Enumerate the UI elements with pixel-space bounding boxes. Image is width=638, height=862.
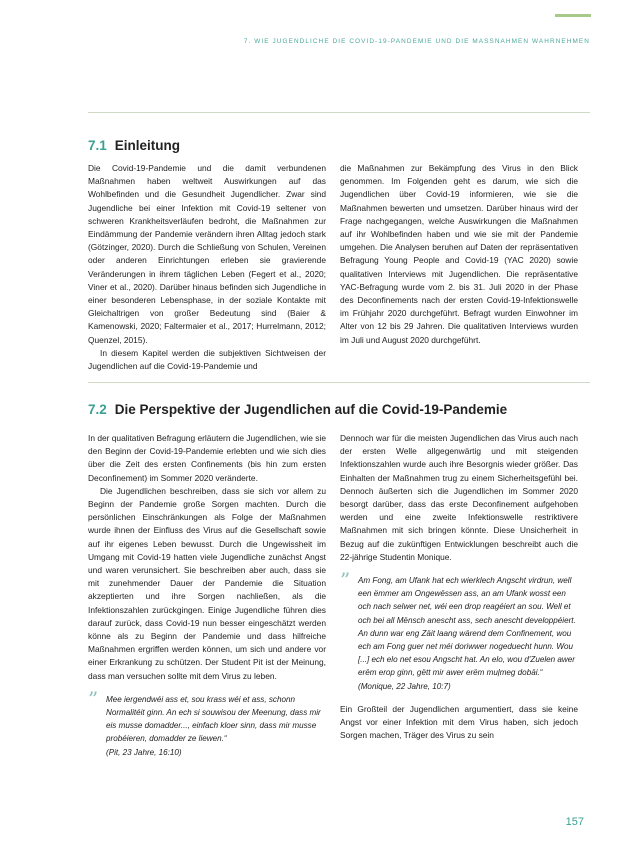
- section-7-2-left-column: [88, 432, 326, 759]
- quote-text: Mee iergendwéi ass et, sou krass wéi et ass, schonn Normalitéit ginn. An ech si souwisou der Meenung, dass mir eis musse domadder..., einfach kloer sinn, dass mir musse probéieren, domadder ze liewen.“: [106, 694, 321, 744]
- section-7-1-right-column: [340, 162, 578, 347]
- interview-quote: [88, 686, 326, 759]
- section-divider: [88, 382, 590, 383]
- section-number: 7.1: [88, 138, 107, 153]
- quote-attribution: (Pit, 23 Jahre, 16:10): [106, 747, 182, 757]
- quote-mark-icon: ”: [88, 686, 99, 711]
- paragraph: Die Covid-19-Pandemie und die damit verbundenen Maßnahmen haben weltweit Auswirkungen auf das Wohlbefinden und die Gesundheit Jugendlicher. Zwar sind Jugendliche bei einer Infektion mit Covid-19 seltener von schweren Krankheitsverläufen bedroht, die Maßnahmen zur Eindämmung der Pandemie verändern ihren Alltag jedoch stark (Götzinger, 2020). Durch die Schließung von Schulen, Vereinen oder anderen Einrichtungen erleben sie gravierende Veränderungen in ihrem täglichen Leben (Fegert et al., 2020; Viner et al., 2020). Darüber hinaus befinden sich Jugendliche in einer besonderen Lebensphase, in der soziale Kontakte mit Gleichaltrigen von großer Bedeutung sind (Baier & Kamenowski, 2020; Faltermaier et al., 2017; Hurrelmann, 2012; Quenzel, 2015).: [88, 163, 326, 345]
- quote-attribution: (Monique, 22 Jahre, 10:7): [358, 681, 451, 691]
- paragraph: Die Jugendlichen beschreiben, dass sie sich vor allem zu Beginn der Pandemie große Sorgen machten. Durch die persönlichen Einschränkungen als Folge der Maßnahmen wurde ihnen der Einfluss des Virus auf die Gesellschaft sowie auf ihr eigenes Leben bewusst. Durch die Ungewissheit im Umgang mit Covid-19 hatten viele Jugendliche zunächst Angst und waren verunsichert. Sie beschreiben aber auch, dass sie mit zunehmender Dauer der Pandemie die Situation akzeptierten und ihre Sorgen nachließen, als die Infektionszahlen zurückgingen. Einige Jugendliche führen dies darauf zurück, dass Covid-19 nun besser eingeschätzt werden könne als zu Beginn der Pandemie und dass hilfreiche Maßnahmen ergriffen werden können, um sich und andere vor einer Erkrankung zu schützen. Der Student Pit ist der Meinung, dass man versuchen sollte mit dem Virus zu leben.: [88, 485, 326, 681]
- section-title: Einleitung: [114, 138, 181, 153]
- section-title: Die Perspektive der Jugendlichen auf die Covid-19-Pandemie: [114, 402, 508, 417]
- quote-text: Am Fong, am Ufank hat ech wierklech Angscht virdrun, well een ëmmer am Ongewëssen ass, an am Ufank wosst een och nach selwer net, wéi een drop reagéiert an sou. Well et och bei all Mënsch anescht ass, sech anescht developpéiert. An dunn war eng Zäit laang wärend dem Confinement, wou ech am Fong guer net méi doriwwer nogeduecht hunn. Wou [...] ech elo net esou Angscht hat. An elo, wou d'Zuelen awer erëm erop ginn, gëtt mir awer erëm muļmeg dobäi.“: [358, 576, 576, 678]
- section-7-2-right-column: [340, 432, 578, 742]
- paragraph: Dennoch war für die meisten Jugendlichen das Virus auch nach der ersten Welle allgegenwärtig und mit steigenden Infektionszahlen wurde auch ihre Besorgnis wieder größer. Das Einhalten der Maßnahmen trug zu einem Sicherheitsgefühl bei. Dennoch äußerten sich die Jugendlichen im Sommer 2020 besorgt darüber, dass das erste Deconfinement aufgehoben werden und eine zweite Infektionswelle restriktivere Maßnahmen mit sich bringen könnte. Diese Unsicherheit in Bezug auf die zukünftigen Entwicklungen beschreibt auch die 22-jährige Studentin Monique.: [340, 433, 578, 562]
- paragraph: In diesem Kapitel werden die subjektiven Sichtweisen der Jugendlichen auf die Covid-19-Pandemie und: [88, 347, 326, 372]
- section-divider: [88, 112, 590, 113]
- paragraph: In der qualitativen Befragung erläutern die Jugendlichen, wie sie den Beginn der Covid-19-Pandemie erlebten und wie sich dies über die Zeit des ersten Confinements (bis hin zum ersten Deconfinement) im Sommer 2020 veränderte.: [88, 433, 326, 483]
- interview-quote: [340, 568, 578, 693]
- paragraph: Ein Großteil der Jugendlichen argumentiert, dass sie keine Angst vor einer Infektion mit dem Virus haben, sich jedoch Sorgen machen, Träger des Virus zu sein: [340, 703, 578, 741]
- section-7-1-left-column: [88, 162, 326, 373]
- paragraph: die Maßnahmen zur Bekämpfung des Virus in den Blick genommen. Im Folgenden geht es darum, wie sich die Jugendlichen über Covid-19 informieren, wie sie die Maßnahmen bewerten und umsetzen. Darüber hinaus wird der Frage nachgegangen, welche Auswirkungen die Maßnahmen auf ihr Wohlbefinden haben und wie sie mit der Pandemie umgehen. Die Analysen beruhen auf Daten der repräsentativen Befragung Young People and Covid-19 (YAC 2020) sowie qualitativen Interviews mit Jugendlichen. Die repräsentative YAC-Befragung wurde vom 2. bis 31. Juli 2020 in der Phase des Deconfinements nach der ersten Covid-19-Infektionswelle im Frühjahr 2020 durchgeführt. Befragt wurden Einwohner im Alter von 12 bis 29 Jahren. Die qualitativen Interviews wurden im Juli und August 2020 durchgeführt.: [340, 163, 578, 345]
- section-heading-7-1: [88, 138, 180, 153]
- section-heading-7-2: [88, 402, 507, 417]
- section-number: 7.2: [88, 402, 107, 417]
- page-number: 157: [565, 816, 584, 828]
- quote-mark-icon: ”: [340, 568, 351, 593]
- running-header: 7. WIE JUGENDLICHE DIE COVID-19-PANDEMIE UND DIE MASSNAHMEN WAHRNEHMEN: [243, 38, 590, 45]
- header-accent-bar: [555, 14, 591, 17]
